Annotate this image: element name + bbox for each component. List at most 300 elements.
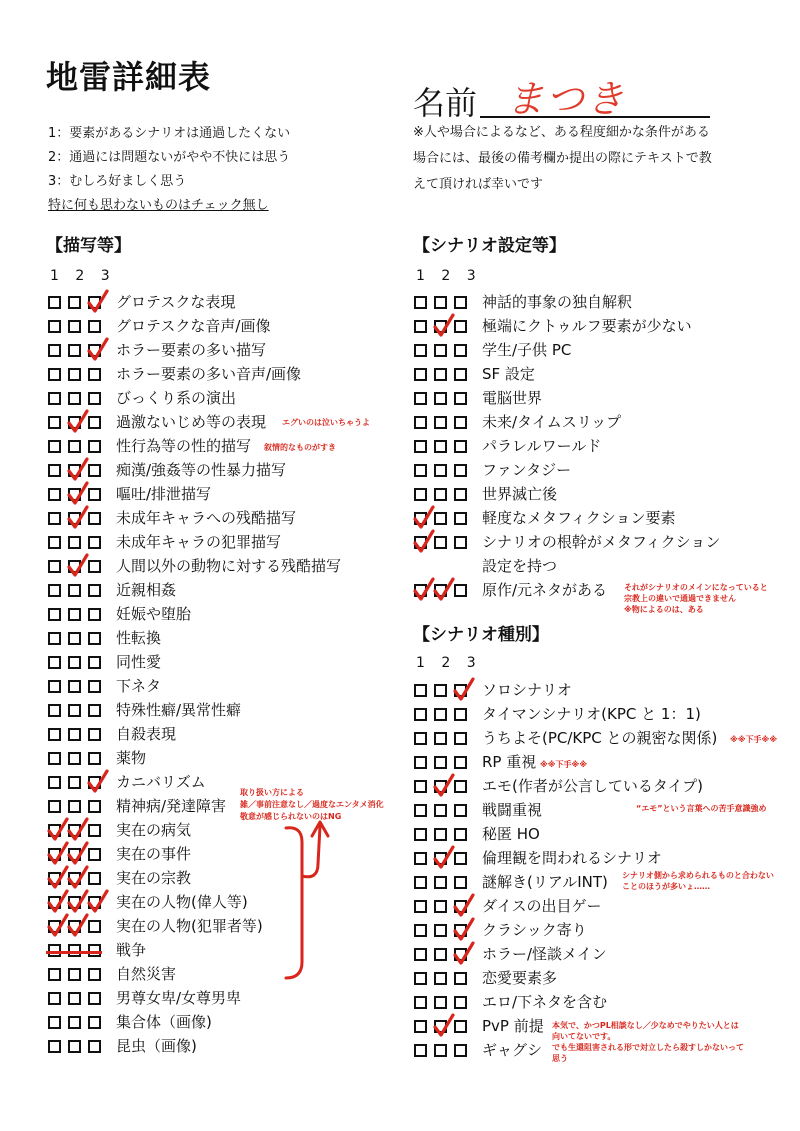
- checkbox-2[interactable]: [68, 320, 81, 333]
- checkbox-2[interactable]: [68, 440, 81, 453]
- checklist-row: [414, 942, 607, 966]
- item-label: 痴漢/強姦等の性暴力描写: [116, 461, 287, 479]
- checkbox-2[interactable]: [68, 608, 81, 621]
- annotation-original-3: ※物によるのは、ある: [624, 605, 704, 614]
- checkbox-1[interactable]: [48, 584, 61, 597]
- checkbox-1[interactable]: [48, 296, 61, 309]
- checkbox-group: [414, 897, 474, 917]
- note: [413, 120, 712, 198]
- legend-line-2: 2：通過には問題ないがやや不快には思う: [48, 150, 291, 165]
- checkbox-group: [414, 1017, 474, 1037]
- checkmark-icon: [67, 865, 89, 891]
- checkbox-3[interactable]: [454, 440, 467, 453]
- checkbox-2[interactable]: [68, 776, 81, 789]
- checkbox-group: [48, 413, 108, 433]
- checkbox-3[interactable]: [88, 656, 101, 669]
- checkbox-group: [48, 341, 108, 361]
- checkbox-3[interactable]: [454, 464, 467, 477]
- note-line-3: えて頂ければ幸いです: [413, 177, 544, 192]
- item-label: 自然災害: [116, 965, 177, 983]
- checkbox-3[interactable]: [88, 920, 101, 933]
- checklist-row: [48, 1010, 212, 1034]
- item-label: びっくり系の演出: [116, 389, 237, 407]
- checkbox-1[interactable]: [48, 464, 61, 477]
- item-label: パラレルワールド: [482, 437, 602, 455]
- checkmark-icon: [67, 553, 89, 579]
- annotation-sexual: 叙情的なものがすき: [264, 443, 336, 452]
- checkmark-icon: [453, 917, 475, 943]
- item-label: 電脳世界: [482, 389, 543, 407]
- checkbox-2[interactable]: [434, 876, 447, 889]
- item-label: 実在の病気: [116, 821, 192, 839]
- checkbox-group: [48, 437, 108, 457]
- checkbox-1[interactable]: [414, 996, 427, 1009]
- item-label: 戦争: [116, 941, 147, 959]
- checkbox-1[interactable]: [48, 560, 61, 573]
- checkbox-1[interactable]: [48, 680, 61, 693]
- checkbox-1[interactable]: [48, 992, 61, 1005]
- annotation-nazotoki-2: ことのほうが多いょ……: [622, 882, 710, 891]
- checkmark-icon: [67, 841, 89, 867]
- checkbox-group: [414, 753, 474, 773]
- checkbox-3[interactable]: [88, 416, 101, 429]
- checkbox-3[interactable]: [88, 704, 101, 717]
- checkbox-3[interactable]: [88, 536, 101, 549]
- checkbox-group: [48, 893, 108, 913]
- item-label: 未成年キャラへの残酷描写: [116, 509, 297, 527]
- checkbox-2[interactable]: [434, 996, 447, 1009]
- checklist-row: [414, 386, 543, 410]
- checkbox-group: [48, 653, 108, 673]
- checkbox-2[interactable]: [434, 828, 447, 841]
- checkbox-3[interactable]: [454, 584, 467, 597]
- checkbox-3[interactable]: [88, 1040, 101, 1053]
- item-label: 自殺表現: [116, 725, 177, 743]
- checkbox-1[interactable]: [414, 440, 427, 453]
- annotation-original-2: 宗教上の違いで通過できません: [624, 594, 736, 603]
- checklist-row: [414, 506, 676, 530]
- item-label: 学生/子供 PC: [482, 341, 572, 359]
- checklist-row: [48, 386, 237, 410]
- item-label: ホラー要素の多い描写: [116, 341, 267, 359]
- checklist-row: [414, 918, 587, 942]
- checkbox-3[interactable]: [88, 440, 101, 453]
- checkbox-group: [414, 801, 474, 821]
- strikethrough-mark: [46, 951, 102, 954]
- checkmark-icon: [433, 1013, 455, 1039]
- checklist-row: [48, 722, 177, 746]
- checkbox-3[interactable]: [88, 800, 101, 813]
- checkbox-3[interactable]: [88, 992, 101, 1005]
- checkbox-1[interactable]: [414, 876, 427, 889]
- checkbox-2[interactable]: [68, 536, 81, 549]
- checkbox-1[interactable]: [414, 804, 427, 817]
- checkbox-2[interactable]: [434, 948, 447, 961]
- checkmark-icon: [47, 889, 69, 915]
- checkbox-group: [48, 1037, 108, 1057]
- legend-line-3: 3：むしろ好ましく思う: [48, 174, 187, 189]
- checkmark-icon: [433, 773, 455, 799]
- checkbox-3[interactable]: [454, 876, 467, 889]
- checkbox-1[interactable]: [48, 1040, 61, 1053]
- checkmark-icon: [453, 941, 475, 967]
- checkbox-3[interactable]: [88, 464, 101, 477]
- checkbox-2[interactable]: [68, 992, 81, 1005]
- checkbox-group: [48, 317, 108, 337]
- checkbox-2[interactable]: [434, 536, 447, 549]
- checkbox-1[interactable]: [48, 392, 61, 405]
- checklist-row: [414, 678, 572, 702]
- checkbox-3[interactable]: [88, 512, 101, 525]
- checkbox-3[interactable]: [454, 368, 467, 381]
- checklist-row: [48, 482, 212, 506]
- checkbox-group: [48, 869, 108, 889]
- checkbox-2[interactable]: [68, 368, 81, 381]
- checkbox-3[interactable]: [88, 608, 101, 621]
- checkmark-icon: [433, 577, 455, 603]
- checklist-row: [414, 822, 540, 846]
- checkbox-1[interactable]: [414, 296, 427, 309]
- item-label: 原作/元ネタがある: [482, 581, 608, 599]
- checkbox-2[interactable]: [434, 684, 447, 697]
- checklist-row: [414, 1038, 543, 1062]
- checkbox-3[interactable]: [454, 996, 467, 1009]
- checkbox-3[interactable]: [88, 848, 101, 861]
- checkbox-2[interactable]: [68, 704, 81, 717]
- checkbox-1[interactable]: [414, 756, 427, 769]
- checkbox-group: [48, 917, 108, 937]
- item-label: エロ/下ネタを含む: [482, 993, 608, 1011]
- checkbox-1[interactable]: [48, 752, 61, 765]
- checkbox-2[interactable]: [434, 708, 447, 721]
- checkbox-3[interactable]: [454, 756, 467, 769]
- checkbox-3[interactable]: [454, 512, 467, 525]
- item-label: 下ネタ: [116, 677, 162, 695]
- note-line-1: ※人や場合によるなど、ある程度細かな条件がある: [413, 125, 710, 140]
- checkbox-1[interactable]: [414, 852, 427, 865]
- checkbox-3[interactable]: [88, 560, 101, 573]
- checkbox-3[interactable]: [454, 392, 467, 405]
- checkbox-3[interactable]: [454, 708, 467, 721]
- checkbox-3[interactable]: [88, 872, 101, 885]
- item-label: 性行為等の性的描写: [116, 437, 252, 455]
- checkbox-3[interactable]: [454, 732, 467, 745]
- checkbox-1[interactable]: [48, 344, 61, 357]
- checkbox-2[interactable]: [434, 972, 447, 985]
- item-label: 実在の人物(偉人等): [116, 893, 248, 911]
- checkbox-2[interactable]: [434, 344, 447, 357]
- item-label: RP 重視: [482, 753, 537, 771]
- column-numbers: 1 2 3: [50, 268, 116, 284]
- item-label: ダイスの出目ゲー: [482, 897, 602, 915]
- checkbox-2[interactable]: [68, 296, 81, 309]
- checkbox-1[interactable]: [48, 512, 61, 525]
- checkbox-3[interactable]: [88, 752, 101, 765]
- checklist-row: [414, 702, 701, 726]
- checkbox-group: [48, 941, 108, 961]
- checkmark-icon: [67, 913, 89, 939]
- checkbox-3[interactable]: [88, 584, 101, 597]
- checklist-row: [48, 602, 192, 626]
- checkbox-1[interactable]: [414, 972, 427, 985]
- checkbox-2[interactable]: [434, 512, 447, 525]
- checkbox-3[interactable]: [88, 632, 101, 645]
- checkbox-group: [48, 605, 108, 625]
- checkbox-group: [414, 849, 474, 869]
- checkbox-group: [414, 413, 474, 433]
- checkbox-group: [48, 629, 108, 649]
- checkbox-3[interactable]: [88, 968, 101, 981]
- checkbox-1[interactable]: [48, 704, 61, 717]
- checkbox-group: [414, 389, 474, 409]
- checklist-row: [414, 894, 602, 918]
- checkbox-2[interactable]: [434, 368, 447, 381]
- item-label: 近親相姦: [116, 581, 177, 599]
- annotation-pvp-4: 思う: [552, 1054, 568, 1063]
- checklist-row: [48, 410, 267, 434]
- checkbox-1[interactable]: [48, 608, 61, 621]
- checklist-row: [414, 482, 558, 506]
- checkmark-icon: [87, 337, 109, 363]
- checkmark-icon: [67, 505, 89, 531]
- checkbox-2[interactable]: [68, 728, 81, 741]
- column-numbers: 1 2 3: [416, 268, 482, 284]
- item-label: 設定を持つ: [482, 557, 558, 575]
- checkbox-3[interactable]: [88, 680, 101, 693]
- checkbox-1[interactable]: [48, 440, 61, 453]
- checkbox-2[interactable]: [68, 392, 81, 405]
- item-label: 戦闘重視: [482, 801, 543, 819]
- checkmark-icon: [47, 841, 69, 867]
- checkbox-1[interactable]: [414, 684, 427, 697]
- checkbox-1[interactable]: [414, 780, 427, 793]
- checkbox-3[interactable]: [454, 780, 467, 793]
- checkmark-icon: [87, 889, 109, 915]
- checkbox-1[interactable]: [48, 368, 61, 381]
- checkbox-3[interactable]: [88, 488, 101, 501]
- checklist-row: [48, 290, 236, 314]
- checkbox-2[interactable]: [68, 584, 81, 597]
- item-label: 人間以外の動物に対する残酷描写: [116, 557, 342, 575]
- checkbox-1[interactable]: [414, 320, 427, 333]
- checkbox-group: [414, 461, 474, 481]
- section-title-types: 【シナリオ種別】: [413, 625, 549, 645]
- checkbox-1[interactable]: [48, 1016, 61, 1029]
- checkbox-1[interactable]: [48, 968, 61, 981]
- checkbox-1[interactable]: [414, 368, 427, 381]
- item-label: 過激ないじめ等の表現: [116, 413, 267, 431]
- checkbox-1[interactable]: [414, 392, 427, 405]
- checkbox-group: [414, 777, 474, 797]
- checklist-row: [48, 458, 287, 482]
- annotation-nazotoki-1: シナリオ側から求められるものと合わない: [622, 871, 774, 880]
- checkbox-2[interactable]: [434, 900, 447, 913]
- checkbox-2[interactable]: [68, 680, 81, 693]
- checkbox-3[interactable]: [454, 1044, 467, 1057]
- checkbox-1[interactable]: [48, 416, 61, 429]
- item-label: 性転換: [116, 629, 162, 647]
- checkbox-1[interactable]: [414, 708, 427, 721]
- checkbox-2[interactable]: [68, 1016, 81, 1029]
- checklist-row: [414, 578, 608, 602]
- note-line-2: 場合には、最後の備考欄か提出の際にテキストで教: [413, 151, 712, 166]
- checklist-row: [48, 650, 162, 674]
- checkbox-1[interactable]: [48, 632, 61, 645]
- checkbox-1[interactable]: [414, 488, 427, 501]
- annotation-pvp-3: でも生還阻害される形で対立したら殺すしかないって: [552, 1043, 744, 1052]
- checklist-row: [414, 314, 692, 338]
- checkbox-2[interactable]: [68, 1040, 81, 1053]
- checkbox-3[interactable]: [454, 536, 467, 549]
- checkbox-2[interactable]: [434, 756, 447, 769]
- checklist-row: [48, 770, 206, 794]
- checkbox-2[interactable]: [434, 392, 447, 405]
- checkbox-3[interactable]: [454, 416, 467, 429]
- item-label: 実在の宗教: [116, 869, 192, 887]
- checkbox-group: [414, 825, 474, 845]
- checklist-row: [414, 990, 608, 1014]
- checklist-row: [48, 530, 282, 554]
- checklist-row: [48, 986, 242, 1010]
- checkbox-1[interactable]: [414, 900, 427, 913]
- checkbox-2[interactable]: [434, 464, 447, 477]
- checkbox-1[interactable]: [48, 488, 61, 501]
- checkbox-3[interactable]: [454, 344, 467, 357]
- checkbox-group: [48, 1013, 108, 1033]
- checkbox-group: [48, 389, 108, 409]
- checkmark-icon: [67, 457, 89, 483]
- checkmark-icon: [47, 913, 69, 939]
- checkbox-1[interactable]: [414, 924, 427, 937]
- checkbox-2[interactable]: [434, 488, 447, 501]
- name-label: 名前: [413, 84, 478, 122]
- checkmark-icon: [47, 817, 69, 843]
- checkbox-2[interactable]: [434, 416, 447, 429]
- item-label: 実在の事件: [116, 845, 192, 863]
- checklist-row: [48, 866, 192, 890]
- item-label: 薬物: [116, 749, 147, 767]
- checkbox-3[interactable]: [454, 972, 467, 985]
- checkbox-3[interactable]: [454, 296, 467, 309]
- checkbox-group: [48, 557, 108, 577]
- checklist-row: [414, 458, 572, 482]
- item-label: グロテスクな表現: [116, 293, 236, 311]
- checkbox-1[interactable]: [48, 320, 61, 333]
- checkbox-1[interactable]: [414, 1020, 427, 1033]
- item-label: 未成年キャラの犯罪描写: [116, 533, 282, 551]
- checkbox-2[interactable]: [68, 344, 81, 357]
- item-label: 集合体（画像): [116, 1013, 212, 1031]
- checkbox-1[interactable]: [48, 776, 61, 789]
- annotation-rp: ※※下手※※: [540, 760, 588, 769]
- checkbox-2[interactable]: [434, 732, 447, 745]
- item-label: ソロシナリオ: [482, 681, 572, 699]
- item-label: 倫理観を問われるシナリオ: [482, 849, 662, 867]
- checkbox-1[interactable]: [48, 536, 61, 549]
- checkmark-icon: [433, 845, 455, 871]
- checkbox-1[interactable]: [414, 1044, 427, 1057]
- checkbox-group: [414, 729, 474, 749]
- item-label: 昆虫（画像): [116, 1037, 197, 1055]
- item-label: 神話的事象の独自解釈: [482, 293, 633, 311]
- checkbox-group: [48, 461, 108, 481]
- checkbox-2[interactable]: [68, 968, 81, 981]
- checkbox-1[interactable]: [414, 828, 427, 841]
- checkbox-1[interactable]: [414, 732, 427, 745]
- item-label: ギャグシ: [482, 1041, 543, 1059]
- checkbox-3[interactable]: [454, 1020, 467, 1033]
- item-label: ファンタジー: [482, 461, 572, 479]
- checkmark-icon: [413, 529, 435, 555]
- checkbox-3[interactable]: [88, 392, 101, 405]
- page-title: 地雷詳細表: [46, 58, 212, 96]
- legend: [48, 122, 290, 218]
- name-value: まつき: [506, 77, 627, 121]
- checkmark-icon: [433, 313, 455, 339]
- checkmark-icon: [67, 817, 89, 843]
- annotation-emo: “エモ”という言葉への苦手意識強め: [636, 804, 767, 813]
- checklist-row: [414, 846, 662, 870]
- checkbox-2[interactable]: [434, 924, 447, 937]
- checkbox-1[interactable]: [48, 800, 61, 813]
- item-label: SF 設定: [482, 365, 535, 383]
- checkbox-2[interactable]: [68, 752, 81, 765]
- checkbox-1[interactable]: [414, 416, 427, 429]
- checkbox-3[interactable]: [88, 1016, 101, 1029]
- checkbox-2[interactable]: [434, 804, 447, 817]
- legend-line-1: 1：要素があるシナリオは通過したくない: [48, 126, 291, 141]
- checkbox-3[interactable]: [454, 804, 467, 817]
- checkbox-3[interactable]: [88, 368, 101, 381]
- checkbox-1[interactable]: [414, 948, 427, 961]
- checkbox-2[interactable]: [434, 1044, 447, 1057]
- checkbox-2[interactable]: [68, 800, 81, 813]
- checkbox-1[interactable]: [414, 344, 427, 357]
- checkbox-3[interactable]: [88, 728, 101, 741]
- checkbox-2[interactable]: [434, 296, 447, 309]
- checkbox-group: [414, 705, 474, 725]
- checkmark-icon: [453, 893, 475, 919]
- checkbox-1[interactable]: [48, 728, 61, 741]
- checkbox-2[interactable]: [434, 440, 447, 453]
- checklist-row: [414, 966, 558, 990]
- annotation-real-2: 雑／事前注意なし／過度なエンタメ消化: [240, 800, 384, 809]
- checkbox-3[interactable]: [454, 852, 467, 865]
- checklist-row: [48, 314, 271, 338]
- checkbox-2[interactable]: [68, 656, 81, 669]
- checkbox-2[interactable]: [68, 632, 81, 645]
- checkbox-3[interactable]: [454, 828, 467, 841]
- checkbox-3[interactable]: [88, 320, 101, 333]
- checkbox-1[interactable]: [48, 656, 61, 669]
- checkbox-1[interactable]: [414, 464, 427, 477]
- checkbox-group: [414, 1041, 474, 1061]
- item-label: 極端にクトゥルフ要素が少ない: [482, 317, 692, 335]
- section-title-depiction: 【描写等】: [46, 236, 131, 256]
- checkmark-icon: [413, 577, 435, 603]
- checkbox-3[interactable]: [454, 488, 467, 501]
- checkbox-group: [48, 677, 108, 697]
- item-label: シナリオの根幹がメタフィクション: [482, 533, 721, 551]
- checkbox-3[interactable]: [454, 320, 467, 333]
- checkbox-3[interactable]: [88, 824, 101, 837]
- item-label: ホラー/怪談メイン: [482, 945, 607, 963]
- checkmark-icon: [87, 289, 109, 315]
- legend-line-4: 特に何も思わないものはチェック無し: [48, 198, 269, 213]
- item-label: エモ(作者が公言しているタイプ): [482, 777, 703, 795]
- checklist-row: [48, 434, 252, 458]
- checkbox-group: [414, 993, 474, 1013]
